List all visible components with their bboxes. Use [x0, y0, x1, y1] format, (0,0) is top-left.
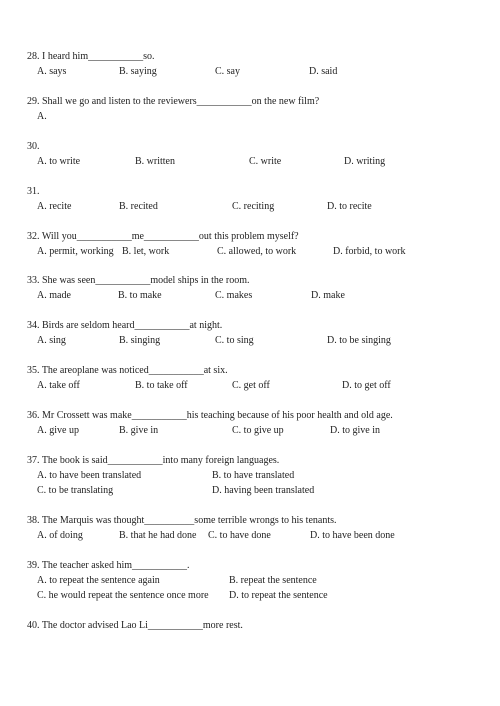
question-28-option-a: A. says	[37, 66, 67, 77]
question-29-option-a: A.	[37, 111, 47, 122]
question-34-option-b: B. singing	[119, 335, 161, 346]
question-32-option-a: A. permit, working	[37, 246, 114, 257]
question-33-option-c: C. makes	[215, 290, 253, 301]
question-35-option-d: D. to get off	[342, 380, 391, 391]
question-37-option-b: B. to have translated	[212, 470, 295, 481]
question-39-option-b: B. repeat the sentence	[229, 575, 317, 586]
question-32-option-b: B. let, work	[122, 246, 170, 257]
question-31-stem: 31.	[27, 186, 40, 197]
question-40-stem: 40. The doctor advised Lao Li___________more rest.	[27, 620, 243, 631]
question-36-stem: 36. Mr Crossett was make___________his teaching because of his poor health and old age.	[27, 410, 393, 421]
question-35-option-c: C. get off	[232, 380, 270, 391]
question-28-option-b: B. saying	[119, 66, 157, 77]
question-39-option-a: A. to repeat the sentence again	[37, 575, 160, 586]
question-38-option-c: C. to have done	[208, 530, 271, 541]
question-32-stem: 32. Will you___________me___________out this problem myself?	[27, 231, 299, 242]
question-34-stem: 34. Birds are seldom heard___________at night.	[27, 320, 223, 331]
question-35-stem: 35. The areoplane was noticed___________at six.	[27, 365, 228, 376]
question-37-option-a: A. to have been translated	[37, 470, 142, 481]
question-30-option-a: A. to write	[37, 156, 81, 167]
question-28-stem: 28. I heard him___________so.	[27, 51, 155, 62]
question-39-option-c: C. he would repeat the sentence once more	[37, 590, 209, 601]
question-33-option-b: B. to make	[118, 290, 162, 301]
question-38-option-d: D. to have been done	[310, 530, 395, 541]
question-33-stem: 33. She was seen___________model ships in the room.	[27, 275, 250, 286]
question-35-option-a: A. take off	[37, 380, 80, 391]
question-32-option-d: D. forbid, to work	[333, 246, 406, 257]
question-38-stem: 38. The Marquis was thought__________some terrible wrongs to his tenants.	[27, 515, 337, 526]
question-30-option-c: C. write	[249, 156, 282, 167]
question-32-option-c: C. allowed, to work	[217, 246, 297, 257]
question-37-option-c: C. to be translating	[37, 485, 114, 496]
question-31-option-b: B. recited	[119, 201, 158, 212]
question-35-option-b: B. to take off	[135, 380, 188, 391]
question-30-option-b: B. written	[135, 156, 175, 167]
question-30-option-d: D. writing	[344, 156, 386, 167]
question-38-option-a: A. of doing	[37, 530, 83, 541]
question-36-option-c: C. to give up	[232, 425, 284, 436]
question-31-option-c: C. reciting	[232, 201, 275, 212]
question-39-option-d: D. to repeat the sentence	[229, 590, 328, 601]
question-36-option-a: A. give up	[37, 425, 79, 436]
question-36-option-b: B. give in	[119, 425, 159, 436]
question-28-option-d: D. said	[309, 66, 338, 77]
question-31-option-d: D. to recite	[327, 201, 372, 212]
question-30-stem: 30.	[27, 141, 40, 152]
question-28-option-c: C. say	[215, 66, 240, 77]
question-31-option-a: A. recite	[37, 201, 72, 212]
question-34-option-d: D. to be singing	[327, 335, 391, 346]
question-29-stem: 29. Shall we go and listen to the reviewers___________on the new film?	[27, 96, 320, 107]
question-39-stem: 39. The teacher asked him___________.	[27, 560, 190, 571]
question-37-option-d: D. having been translated	[212, 485, 315, 496]
question-33-option-d: D. make	[311, 290, 345, 301]
question-34-option-c: C. to sing	[215, 335, 254, 346]
question-38-option-b: B. that he had done	[119, 530, 197, 541]
question-37-stem: 37. The book is said___________into many foreign languages.	[27, 455, 280, 466]
question-34-option-a: A. sing	[37, 335, 66, 346]
question-33-option-a: A. made	[37, 290, 71, 301]
question-36-option-d: D. to give in	[330, 425, 380, 436]
